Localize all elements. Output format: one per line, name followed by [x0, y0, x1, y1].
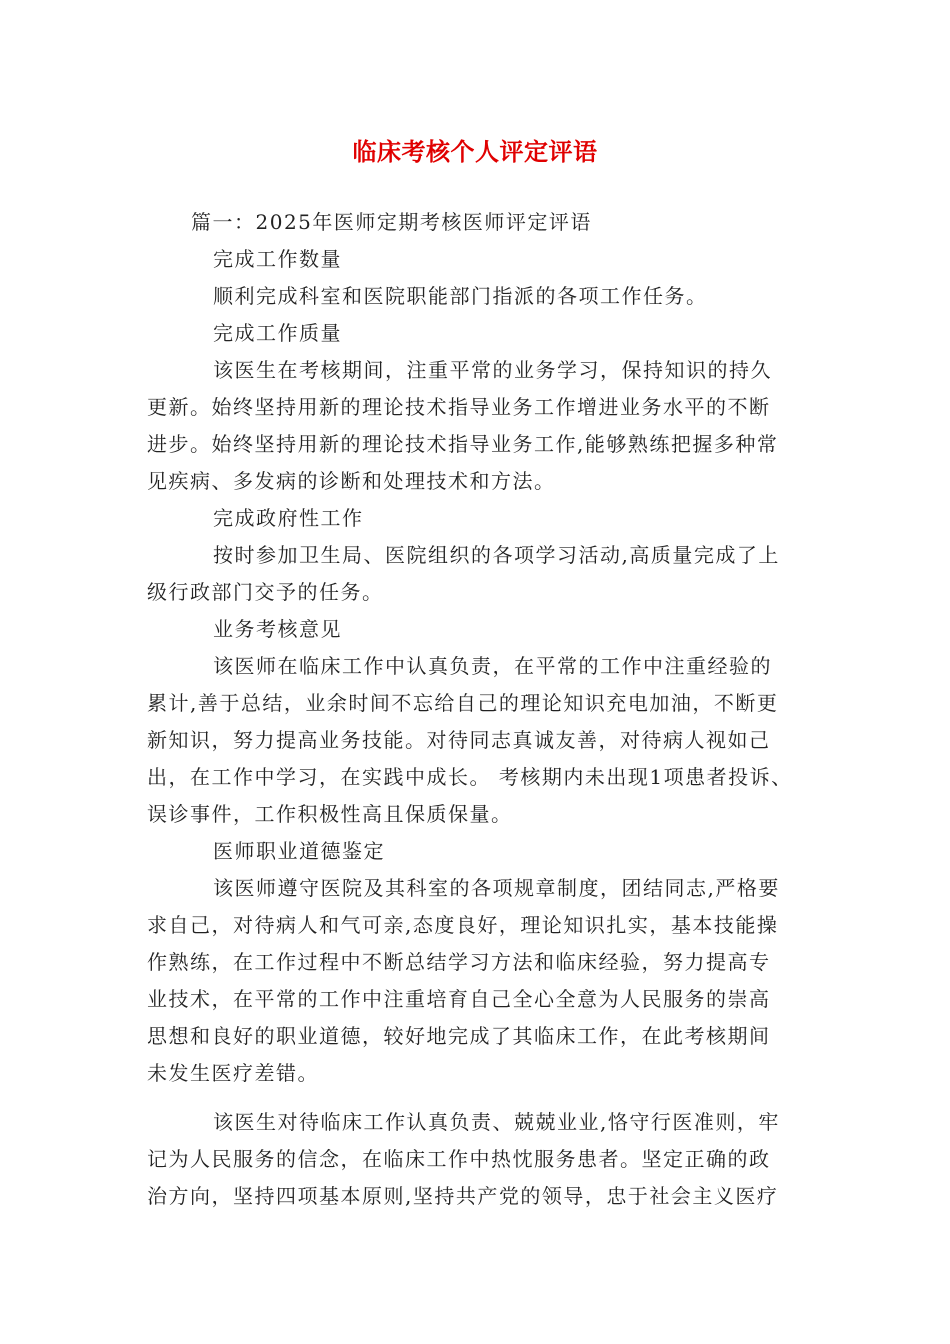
text-line: 思想和良好的职业道德，较好地完成了其临床工作，在此考核期间 — [147, 1024, 771, 1048]
section-heading: 篇一：2025年医师定期考核医师评定评语 — [191, 210, 592, 234]
text-line: 治方向，坚持四项基本原则,坚持共产党的领导，忠于社会主义医疗 — [147, 1184, 779, 1208]
text-line: 作熟练，在工作过程中不断总结学习方法和临床经验，努力提高专 — [147, 950, 771, 974]
text-line: 记为人民服务的信念，在临床工作中热忱服务患者。坚定正确的政 — [147, 1147, 771, 1171]
document-body — [147, 204, 807, 1215]
text-line: 该医师在临床工作中认真负责，在平常的工作中注重经验的 — [213, 654, 772, 678]
text-line: 进步。始终坚持用新的理论技术指导业务工作,能够熟练把握多种常 — [147, 432, 779, 456]
text-line: 误诊事件，工作积极性高且保质保量。 — [147, 802, 513, 826]
paragraph-gap — [147, 1092, 807, 1104]
text-line: 按时参加卫生局、医院组织的各项学习活动,高质量完成了上 — [213, 543, 780, 567]
text-line: 完成工作数量 — [213, 247, 342, 271]
text-line: 累计,善于总结，业余时间不忘给自己的理论知识充电加油，不断更 — [147, 691, 779, 715]
paragraph-lines — [147, 241, 807, 1215]
text-line: 该医生在考核期间，注重平常的业务学习，保持知识的持久 — [213, 358, 772, 382]
text-line: 业技术，在平常的工作中注重培育自己全心全意为人民服务的崇高 — [147, 987, 771, 1011]
text-line: 完成政府性工作 — [213, 506, 364, 530]
text-line: 级行政部门交予的任务。 — [147, 580, 384, 604]
document-title: 临床考核个人评定评语 — [352, 138, 598, 166]
text-line: 见疾病、多发病的诊断和处理技术和方法。 — [147, 469, 556, 493]
text-line: 顺利完成科室和医院职能部门指派的各项工作任务。 — [213, 284, 708, 308]
text-line: 求自己，对待病人和气可亲,态度良好，理论知识扎实，基本技能操 — [147, 913, 779, 937]
text-line: 出，在工作中学习，在实践中成长。 考核期内未出现1项患者投诉、 — [147, 765, 793, 789]
text-line: 医师职业道德鉴定 — [213, 839, 385, 863]
text-line: 完成工作质量 — [213, 321, 342, 345]
text-line: 该医生对待临床工作认真负责、兢兢业业,恪守行医准则，牢 — [213, 1110, 780, 1134]
text-line: 业务考核意见 — [213, 617, 342, 641]
text-line: 未发生医疗差错。 — [147, 1061, 319, 1085]
text-line: 该医师遵守医院及其科室的各项规章制度，团结同志,严格要 — [213, 876, 780, 900]
text-line: 新知识，努力提高业务技能。对待同志真诚友善，对待病人视如己 — [147, 728, 771, 752]
text-line: 更新。始终坚持用新的理论技术指导业务工作增进业务水平的不断 — [147, 395, 771, 419]
